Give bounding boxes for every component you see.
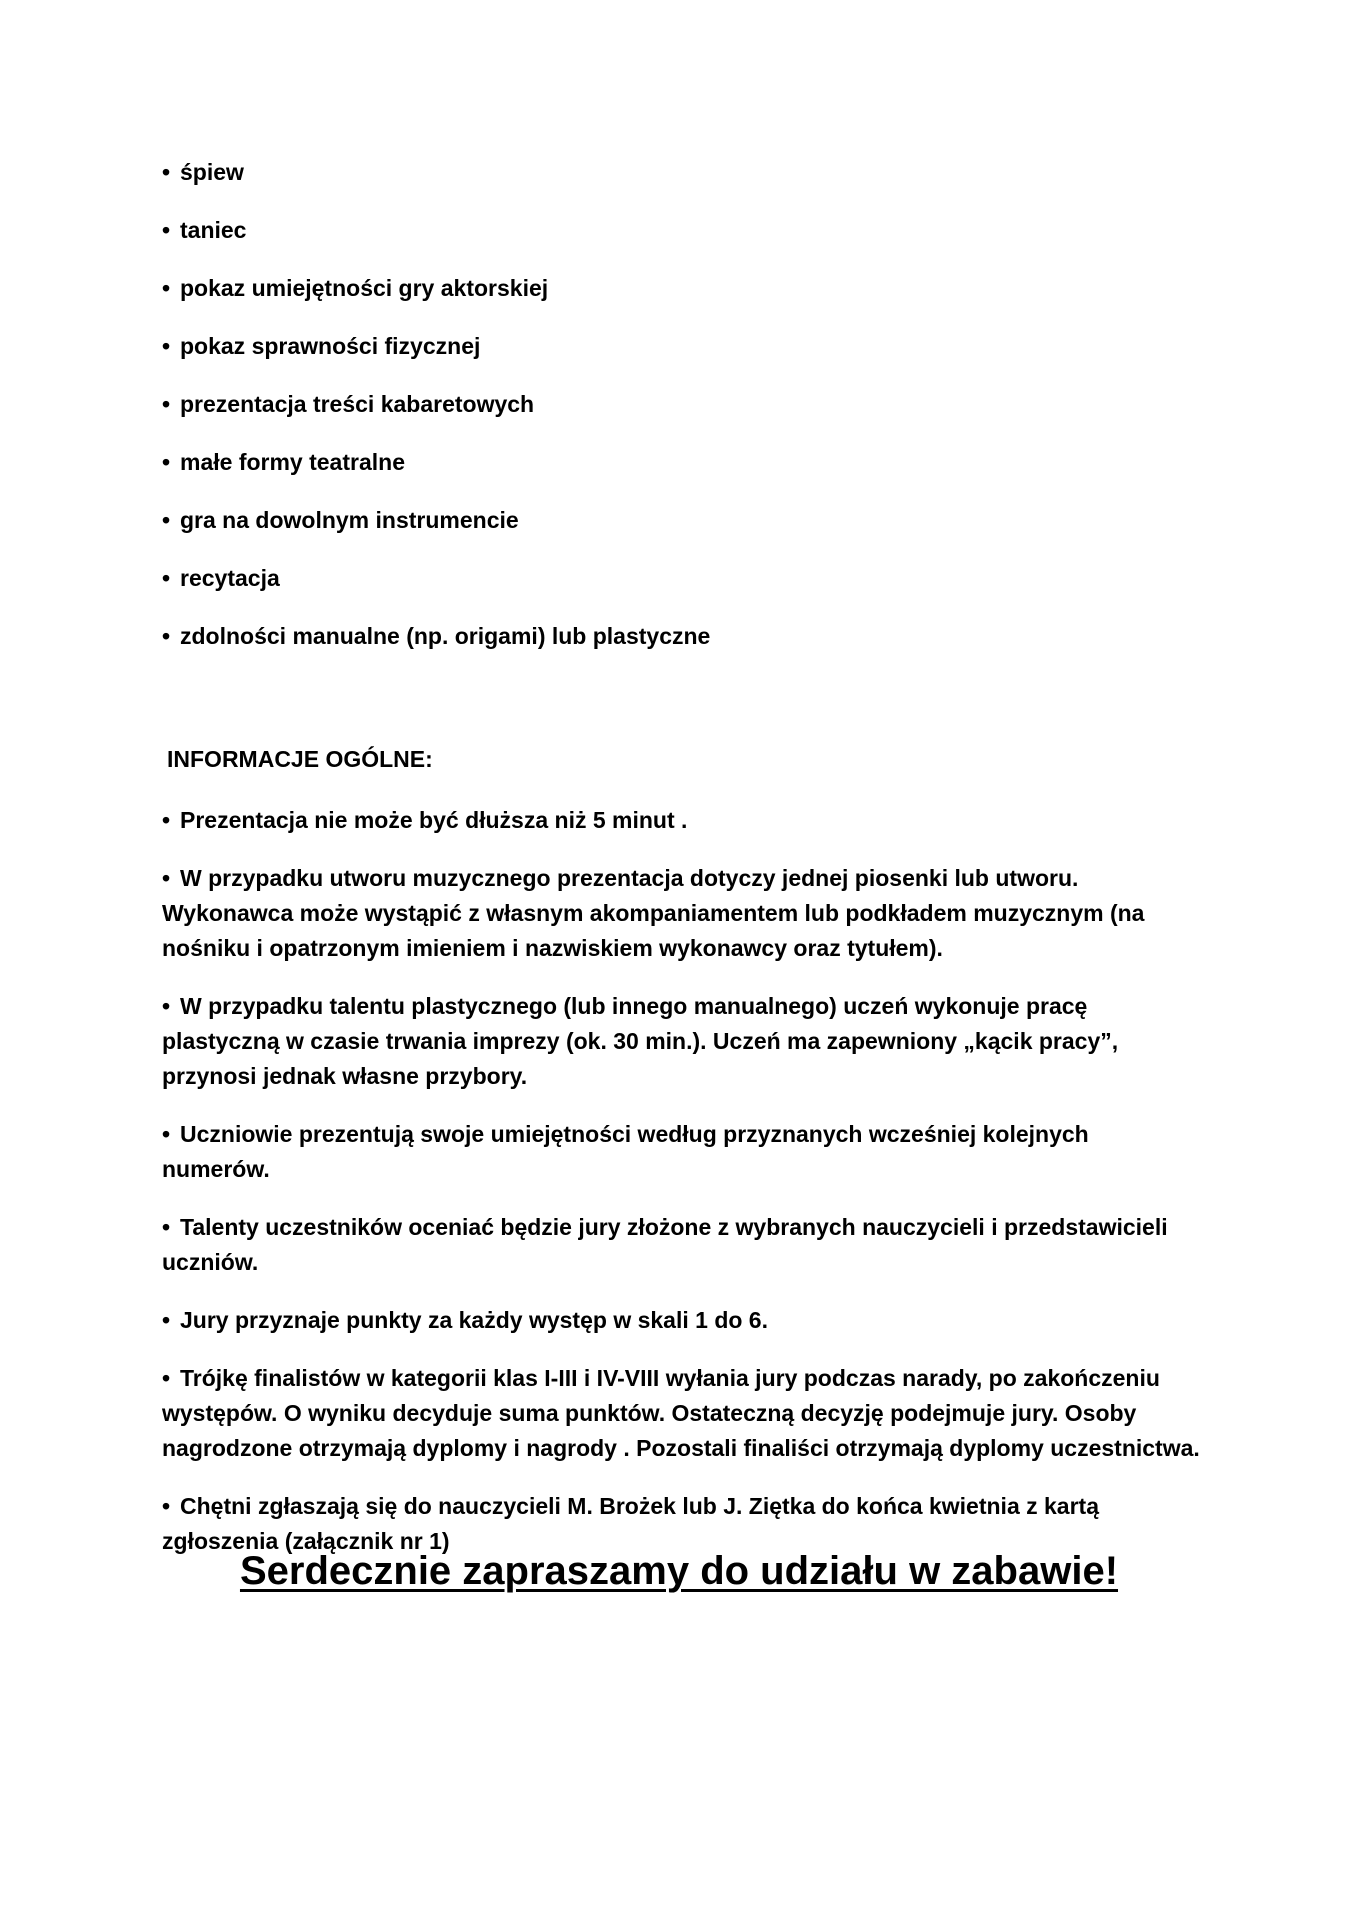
- list-item: [162, 803, 1202, 838]
- bullet: •: [162, 1214, 171, 1240]
- list-item: [162, 448, 710, 506]
- info-text: Talenty uczestników oceniać będzie jury złożone z wybranych nauczycieli i przedstawicieli uczniów.: [162, 1214, 1168, 1275]
- talent-category: małe formy teatralne: [180, 449, 405, 475]
- list-item: [162, 1361, 1202, 1466]
- bullet: •: [162, 623, 171, 649]
- list-item: [162, 332, 710, 390]
- list-item: [162, 1303, 1202, 1338]
- info-text: Jury przyznaje punkty za każdy występ w skali 1 do 6.: [180, 1307, 768, 1333]
- bullet: •: [162, 217, 171, 243]
- bullet: •: [162, 1365, 171, 1391]
- bullet: •: [162, 275, 171, 301]
- talent-category: prezentacja treści kabaretowych: [180, 391, 535, 417]
- info-text: Prezentacja nie może być dłuższa niż 5 minut .: [180, 807, 688, 833]
- talent-category-list: [162, 158, 710, 680]
- bullet: •: [162, 391, 171, 417]
- talent-category: śpiew: [180, 159, 244, 185]
- invitation-heading: Serdecznie zapraszamy do udziału w zabawie!: [239, 1549, 1119, 1593]
- info-text: Chętni zgłaszają się do nauczycieli M. Brożek lub J. Ziętka do końca kwietnia z kartą zgłoszenia (załącznik nr 1): [162, 1493, 1100, 1554]
- bullet: •: [162, 159, 171, 185]
- info-text: W przypadku utworu muzycznego prezentacja dotyczy jednej piosenki lub utworu. Wykonawca może wystąpić z własnym akompaniamentem lub podkładem muzycznym (na nośniku i opatrzonym imieniem i nazwiskiem wykonawcy oraz tytułem).: [162, 865, 1145, 961]
- list-item: [162, 158, 710, 216]
- talent-category: recytacja: [180, 565, 280, 591]
- info-text: W przypadku talentu plastycznego (lub innego manualnego) uczeń wykonuje pracę plastyczną w czasie trwania imprezy (ok. 30 min.). Uczeń ma zapewniony „kącik pracy”, przynosi jednak własne przybory.: [162, 993, 1119, 1089]
- talent-category: zdolności manualne (np. origami) lub plastyczne: [180, 623, 711, 649]
- list-item: [162, 1210, 1202, 1280]
- talent-category: pokaz sprawności fizycznej: [180, 333, 481, 359]
- talent-category: gra na dowolnym instrumencie: [180, 507, 519, 533]
- bullet: •: [162, 993, 171, 1019]
- list-item: [162, 216, 710, 274]
- bullet: •: [162, 449, 171, 475]
- info-text: Trójkę finalistów w kategorii klas I-III i IV-VIII wyłania jury podczas narady, po zakończeniu występów. O wyniku decyduje suma punktów. Ostateczną decyzję podejmuje jury. Osoby nagrodzone otrzymają dyplomy i nagrody . Pozostali finaliści otrzymają dyplomy uczestnictwa.: [162, 1365, 1200, 1461]
- list-item: [162, 390, 710, 448]
- list-item: [162, 506, 710, 564]
- list-item: [162, 989, 1202, 1094]
- info-text: Uczniowie prezentują swoje umiejętności według przyznanych wcześniej kolejnych numerów.: [162, 1121, 1089, 1182]
- bullet: •: [162, 565, 171, 591]
- list-item: [162, 1117, 1202, 1187]
- bullet: •: [162, 807, 171, 833]
- bullet: •: [162, 1307, 171, 1333]
- list-item: [162, 861, 1202, 966]
- bullet: •: [162, 507, 171, 533]
- talent-category: taniec: [180, 217, 247, 243]
- bullet: •: [162, 333, 171, 359]
- list-item: [162, 564, 710, 622]
- general-info-list: [162, 803, 1202, 1582]
- bullet: •: [162, 1493, 171, 1519]
- bullet: •: [162, 865, 171, 891]
- section-heading: INFORMACJE OGÓLNE:: [167, 746, 433, 772]
- talent-category: pokaz umiejętności gry aktorskiej: [180, 275, 549, 301]
- list-item: [162, 274, 710, 332]
- list-item: [162, 622, 710, 680]
- bullet: •: [162, 1121, 171, 1147]
